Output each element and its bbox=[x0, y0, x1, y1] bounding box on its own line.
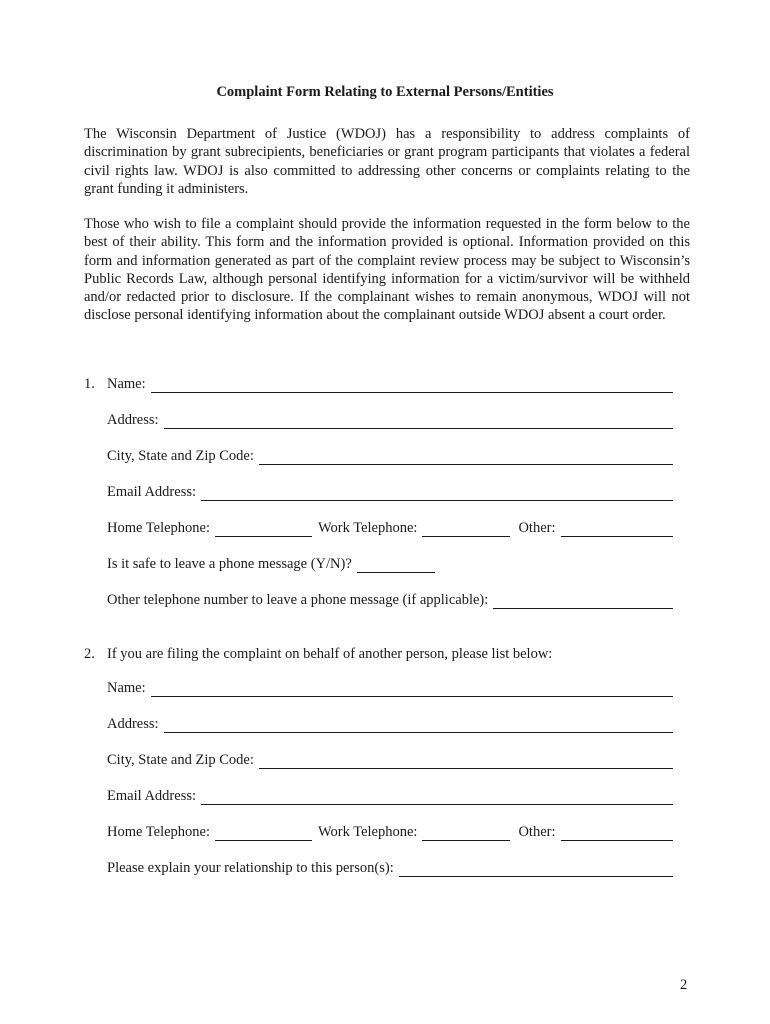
s1-address-label: Address: bbox=[107, 412, 159, 428]
s1-name-field[interactable] bbox=[151, 378, 673, 393]
s2-relationship-label: Please explain your relationship to this person(s): bbox=[107, 860, 394, 876]
s1-email-field[interactable] bbox=[201, 486, 673, 501]
s1-email-row bbox=[107, 483, 673, 501]
s1-name-label: Name: bbox=[107, 376, 146, 392]
s1-other-number-label: Other telephone number to leave a phone message (if applicable): bbox=[107, 592, 489, 608]
s2-name-label: Name: bbox=[107, 680, 146, 696]
s2-email-row bbox=[107, 787, 673, 805]
s2-email-field[interactable] bbox=[201, 790, 673, 805]
s2-phone-row bbox=[107, 823, 673, 841]
s2-work-phone-field[interactable] bbox=[422, 826, 510, 841]
s1-email-label: Email Address: bbox=[107, 484, 197, 500]
page-title: Complaint Form Relating to External Persons/Entities bbox=[216, 84, 554, 100]
s1-city-label: City, State and Zip Code: bbox=[107, 448, 254, 464]
s2-name-field[interactable] bbox=[151, 682, 673, 697]
s2-email-label: Email Address: bbox=[107, 788, 197, 804]
s1-work-phone-label: Work Telephone: bbox=[318, 520, 418, 536]
s1-other-number-field[interactable] bbox=[493, 594, 673, 609]
intro-paragraph-1: The Wisconsin Department of Justice (WDOJ) has a responsibility to address complaints of discrimination by grant subrecipients, beneficiaries or grant program participants that violates a federal civil rights law. WDOJ is also committed to addressing other concerns or complaints relating to the grant funding it administers. bbox=[84, 126, 690, 197]
s2-name-row bbox=[107, 679, 673, 697]
s1-address-row bbox=[107, 411, 673, 429]
s1-phone-row bbox=[107, 519, 673, 537]
s1-safe-message-label: Is it safe to leave a phone message (Y/N)? bbox=[107, 556, 352, 572]
s1-other-number-row bbox=[107, 591, 673, 609]
s2-home-phone-label: Home Telephone: bbox=[107, 824, 211, 840]
s1-safe-message-field[interactable] bbox=[357, 558, 435, 573]
s1-name-row bbox=[107, 375, 673, 393]
s2-intro: If you are filing the complaint on behalf of another person, please list below: bbox=[107, 646, 553, 662]
s1-city-field[interactable] bbox=[259, 450, 673, 465]
s1-address-field[interactable] bbox=[164, 414, 673, 429]
section-1-number: 1. bbox=[84, 376, 95, 392]
page-number: 2 bbox=[680, 977, 688, 993]
s2-other-phone-field[interactable] bbox=[561, 826, 674, 841]
s2-home-phone-field[interactable] bbox=[215, 826, 312, 841]
s1-city-row bbox=[107, 447, 673, 465]
s1-home-phone-label: Home Telephone: bbox=[107, 520, 211, 536]
s2-work-phone-label: Work Telephone: bbox=[318, 824, 418, 840]
s2-address-field[interactable] bbox=[164, 718, 673, 733]
s2-city-field[interactable] bbox=[259, 754, 673, 769]
s2-relationship-field[interactable] bbox=[399, 862, 673, 877]
s2-relationship-row bbox=[107, 859, 673, 877]
section-2-number: 2. bbox=[84, 646, 95, 662]
intro-paragraph-2: Those who wish to file a complaint should provide the information requested in the form below to the best of their ability. This form and the information provided is optional. Information provided on this form and information generated as part of the complaint review process may be subject to Wisconsin’s Public Records Law, although personal identifying information for a victim/survivor will be withheld and/or redacted prior to disclosure. If the complainant wishes to remain anonymous, WDOJ will not disclose personal identifying information about the complainant outside WDOJ absent a court order. bbox=[84, 216, 690, 324]
s2-address-label: Address: bbox=[107, 716, 159, 732]
s2-city-label: City, State and Zip Code: bbox=[107, 752, 254, 768]
s1-other-phone-label: Other: bbox=[518, 520, 556, 536]
s1-work-phone-field[interactable] bbox=[422, 522, 510, 537]
s2-other-phone-label: Other: bbox=[518, 824, 556, 840]
s1-safe-message-row bbox=[107, 555, 435, 573]
s2-city-row bbox=[107, 751, 673, 769]
s1-other-phone-field[interactable] bbox=[561, 522, 674, 537]
s2-address-row bbox=[107, 715, 673, 733]
s1-home-phone-field[interactable] bbox=[215, 522, 312, 537]
